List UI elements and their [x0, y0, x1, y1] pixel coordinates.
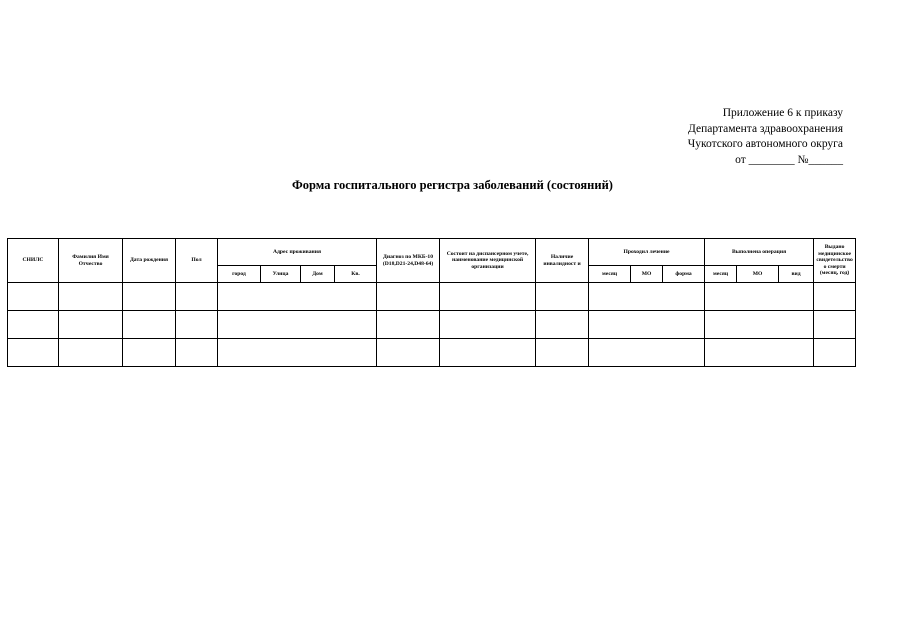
- header-treatment-month: месяц: [589, 266, 631, 283]
- registry-table: [7, 238, 856, 367]
- header-treatment: Проходил лечение: [589, 239, 705, 266]
- cell-treatment: [589, 339, 705, 367]
- cell-dispensary: [440, 283, 536, 311]
- document-title: Форма госпитального регистра заболеваний (состояний): [292, 178, 613, 192]
- cell-dispensary: [440, 339, 536, 367]
- cell-dispensary: [440, 311, 536, 339]
- cell-death-certificate: [814, 283, 856, 311]
- cell-snils: [8, 339, 59, 367]
- cell-fio: [59, 283, 123, 311]
- header-address: Адрес проживания: [218, 239, 377, 266]
- cell-disability: [536, 283, 589, 311]
- cell-sex: [176, 283, 218, 311]
- cell-fio: [59, 339, 123, 367]
- cell-sex: [176, 311, 218, 339]
- header-address-street: Улица: [261, 266, 301, 283]
- cell-birth-date: [123, 339, 176, 367]
- cell-operation: [705, 283, 814, 311]
- cell-birth-date: [123, 311, 176, 339]
- header-sex: Пол: [176, 239, 218, 283]
- cell-birth-date: [123, 283, 176, 311]
- header-operation-mo: МО: [737, 266, 779, 283]
- header-snils: СНИЛС: [8, 239, 59, 283]
- cell-address: [218, 283, 377, 311]
- appendix-line-2: Департамента здравоохранения: [688, 122, 843, 135]
- cell-treatment: [589, 311, 705, 339]
- cell-address: [218, 339, 377, 367]
- header-address-city: город: [218, 266, 261, 283]
- cell-disability: [536, 311, 589, 339]
- table-body: [8, 283, 856, 367]
- cell-death-certificate: [814, 311, 856, 339]
- header-address-house: Дом: [301, 266, 335, 283]
- table-row: [8, 283, 856, 311]
- cell-diagnosis: [377, 283, 440, 311]
- table-row: [8, 311, 856, 339]
- header-address-apartment: Кв.: [335, 266, 377, 283]
- header-operation-month: месяц: [705, 266, 737, 283]
- appendix-line-1: Приложение 6 к приказу: [722, 107, 843, 119]
- cell-snils: [8, 283, 59, 311]
- header-treatment-mo: МО: [631, 266, 663, 283]
- header-diagnosis: Диагноз по МКБ-10 (D18,D21-24,D48-64): [377, 239, 440, 283]
- appendix-line-4: от ________ №______: [735, 153, 843, 166]
- cell-disability: [536, 339, 589, 367]
- table-row: [8, 339, 856, 367]
- table-header: [8, 239, 856, 283]
- cell-fio: [59, 311, 123, 339]
- cell-snils: [8, 311, 59, 339]
- cell-operation: [705, 311, 814, 339]
- cell-operation: [705, 339, 814, 367]
- cell-diagnosis: [377, 311, 440, 339]
- cell-treatment: [589, 283, 705, 311]
- appendix-header: [688, 106, 843, 168]
- appendix-line-3: Чукотского автономного округа: [687, 138, 843, 150]
- header-dispensary: Состоит на диспансерном учете, наименование медицинской организации: [440, 239, 536, 283]
- cell-sex: [176, 339, 218, 367]
- header-operation-type: вид: [779, 266, 814, 283]
- header-operation: Выполнена операция: [705, 239, 814, 266]
- header-disability: Наличие инвалидност и: [536, 239, 589, 283]
- cell-diagnosis: [377, 339, 440, 367]
- header-death-certificate: Выдано медицинское свидетельство о смерти (месяц, год): [814, 239, 856, 283]
- cell-address: [218, 311, 377, 339]
- header-treatment-form: форма: [663, 266, 705, 283]
- cell-death-certificate: [814, 339, 856, 367]
- header-fio: Фамилия Имя Отчество: [59, 239, 123, 283]
- header-birth-date: Дата рождения: [123, 239, 176, 283]
